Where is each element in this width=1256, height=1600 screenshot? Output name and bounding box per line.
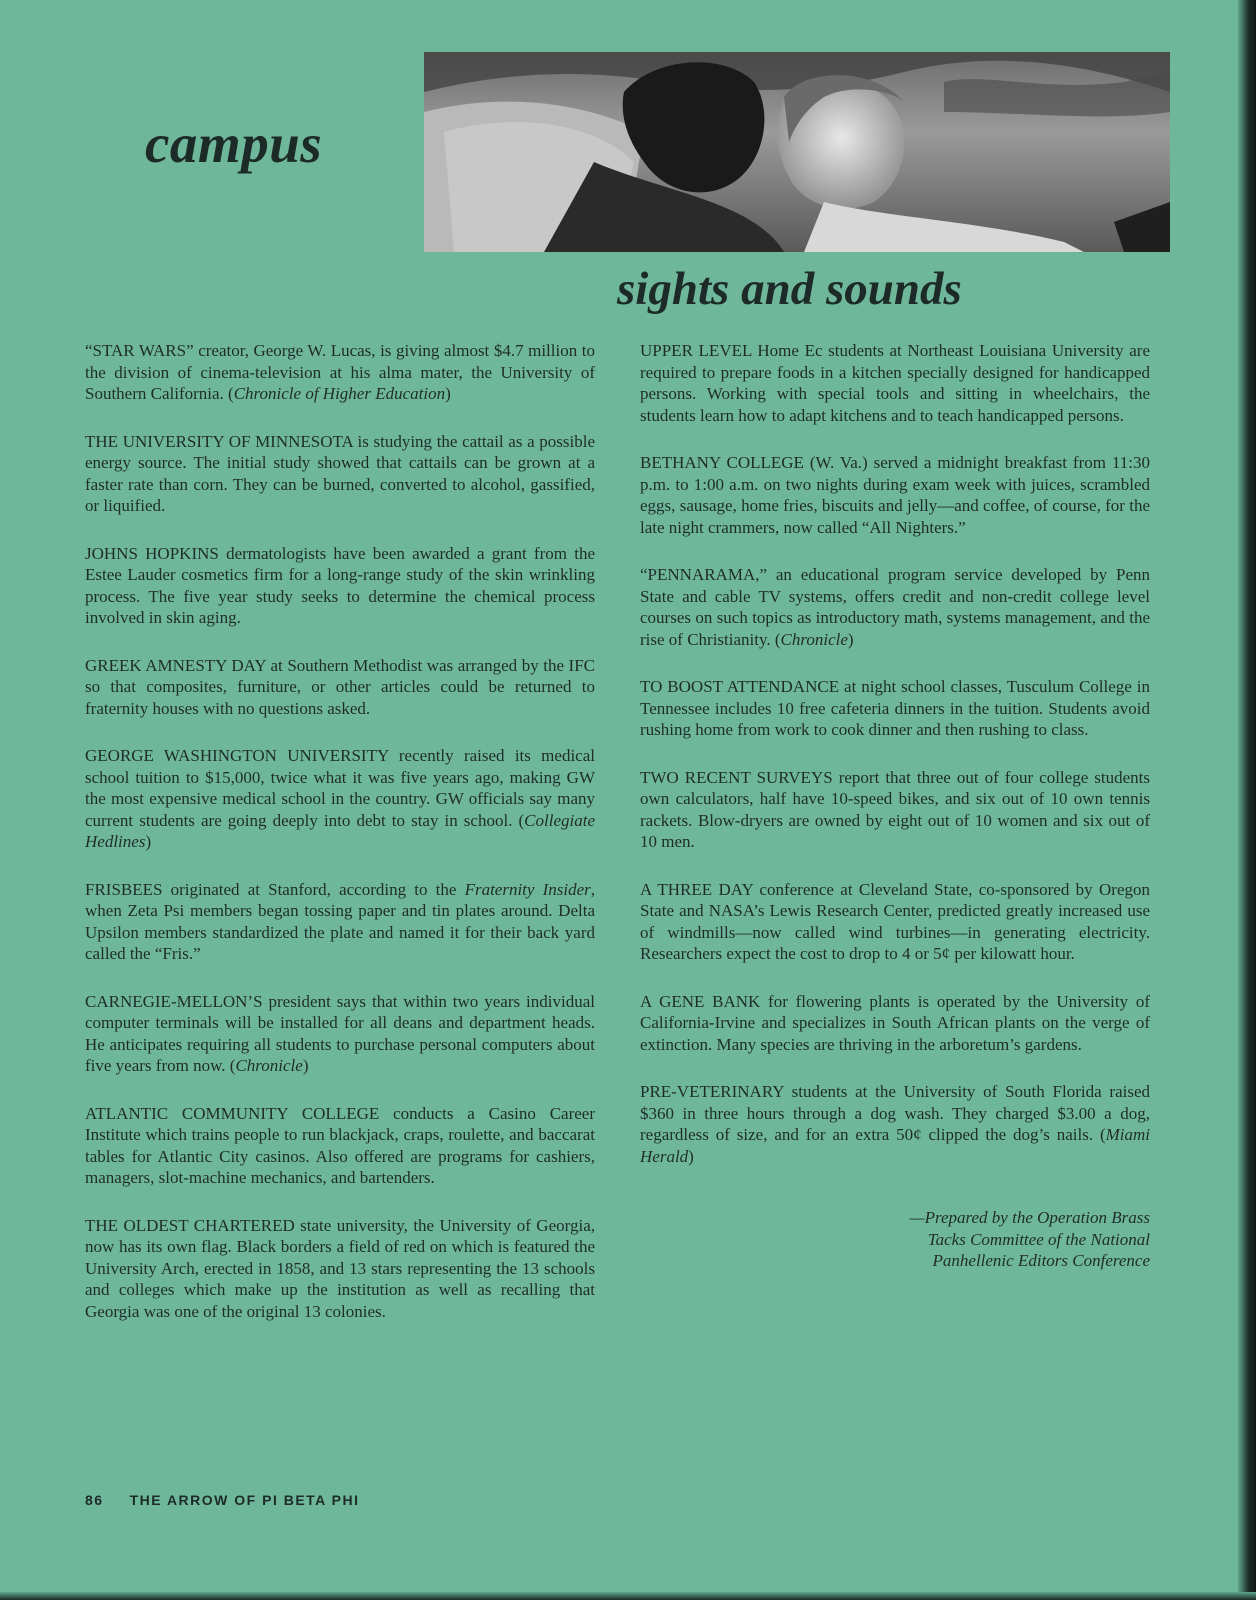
source-citation: Collegiate Hedlines: [85, 810, 595, 851]
news-item: A THREE DAY conference at Cleveland State, co-sponsored by Oregon State and NASA’s Lewis Research Center, predicted greatly increased use of windmills—now called wind turbines—in generating electricity. Researchers expect the cost to drop to 4 or 5¢ per kilowatt hour.: [640, 879, 1150, 963]
source-citation: Chronicle of Higher Education: [233, 384, 446, 403]
source-citation: Fraternity Insider: [464, 879, 591, 899]
news-item: THE OLDEST CHARTERED state university, the University of Georgia, now has its own flag. Black borders a field of red on which is featured the University Arch, erected in 1858, and 13 stars representing the 13 schools and colleges which make up the institution as well as recalling that Georgia was one of the original 13 colonies.: [85, 1215, 595, 1321]
section-title-sights-and-sounds: sights and sounds: [617, 263, 962, 315]
source-citation: Chronicle: [235, 1056, 303, 1075]
news-item: BETHANY COLLEGE (W. Va.) served a midnight breakfast from 11:30 p.m. to 1:00 a.m. on two nights during exam week with juices, scrambled eggs, sausage, home fries, biscuits and jelly—and coffee, of course, for the late night crammers, now called “All Nighters.”: [640, 453, 1150, 537]
left-column: [85, 340, 595, 1348]
news-item: GREEK AMNESTY DAY at Southern Methodist was arranged by the IFC so that composites, furniture, or other articles could be returned to fraternity houses with no questions asked.: [85, 655, 595, 718]
photo-image: [424, 52, 1170, 252]
news-item: UPPER LEVEL Home Ec students at Northeast Louisiana University are required to prepare foods in a kitchen specially designed for handicapped persons. Working with special tools and sitting in wheelchairs, the students learn how to adapt kitchens and to teach handicapped persons.: [640, 341, 1150, 425]
news-item: ATLANTIC COMMUNITY COLLEGE conducts a Casino Career Institute which trains people to run blackjack, craps, roulette, and baccarat tables for Atlantic City casinos. Also offered are programs for cashiers, managers, slot-machine mechanics, and bartenders.: [85, 1103, 595, 1187]
news-item: “STAR WARS” creator, George W. Lucas, is giving almost $4.7 million to the division of cinema-television at his alma mater, the University of Southern California. (Chronicle of Higher Education): [85, 341, 595, 403]
news-item: “PENNARAMA,” an educational program service developed by Penn State and cable TV systems, offers credit and non-credit college level courses on such topics as introductory math, systems management, and the rise of Christianity. (Chronicle): [640, 565, 1150, 649]
news-item: GEORGE WASHINGTON UNIVERSITY recently raised its medical school tuition to $15,000, twice what it was five years ago, making GW the most expensive medical school in the country. GW officials say many current students are going deeply into debt to stay in school. (Collegiate Hedlines): [85, 746, 595, 851]
prepared-by-credit: —Prepared by the Operation Brass Tacks Committee of the National Panhellenic Editors Conference: [909, 1208, 1150, 1270]
source-citation: Miami Herald: [640, 1125, 1150, 1166]
page-footer: [85, 1492, 360, 1508]
news-item: TO BOOST ATTENDANCE at night school classes, Tusculum College in Tennessee includes 10 free cafeteria dinners in the tuition. Students avoid rushing home from work to cook dinner and then rushing to class.: [640, 677, 1150, 739]
news-item: THE UNIVERSITY OF MINNESOTA is studying the cattail as a possible energy source. The initial study showed that cattails can be grown at a faster rate than corn. They can be burned, converted to alcohol, gassified, or liquified.: [85, 431, 595, 515]
section-title-campus: campus: [145, 113, 323, 174]
publication-name: THE ARROW OF PI BETA PHI: [129, 1492, 360, 1508]
page-number: 86: [85, 1492, 104, 1508]
news-item: JOHNS HOPKINS dermatologists have been awarded a grant from the Estee Lauder cosmetics firm for a long-range study of the skin wrinkling process. The five year study seeks to determine the chemical process involved in skin aging.: [85, 543, 595, 627]
news-item: A GENE BANK for flowering plants is operated by the University of California-Irvine and specializes in South African plants on the verge of extinction. Many species are thriving in the arboretum’s gardens.: [640, 991, 1150, 1054]
page-bottom-shadow: [0, 1592, 1256, 1600]
photo-couple-on-lawn: [424, 52, 1170, 252]
news-item: FRISBEES originated at Stanford, according to the Fraternity Insider, when Zeta Psi members began tossing paper and tin plates around. Delta Upsilon members standardized the plate and named it for their back yard called the “Fris.”: [85, 879, 596, 963]
right-column: [640, 340, 1150, 1272]
news-item: CARNEGIE-MELLON’S president says that within two years individual computer terminals will be installed for all deans and department heads. He anticipates requiring all students to purchase personal computers about five years from now. (Chronicle): [85, 991, 595, 1075]
news-item: PRE-VETERINARY students at the University of South Florida raised $360 in three hours through a dog wash. They charged $3.00 a dog, regardless of size, and for an extra 50¢ clipped the dog’s nails. (Miami Herald): [640, 1082, 1150, 1166]
source-citation: Chronicle: [780, 629, 848, 649]
page-edge-shadow: [1238, 0, 1256, 1600]
news-item: TWO RECENT SURVEYS report that three out of four college students own calculators, half have 10-speed bikes, and six out of 10 own tennis rackets. Blow-dryers are owned by eight out of 10 women and six out of 10 men.: [640, 767, 1150, 851]
